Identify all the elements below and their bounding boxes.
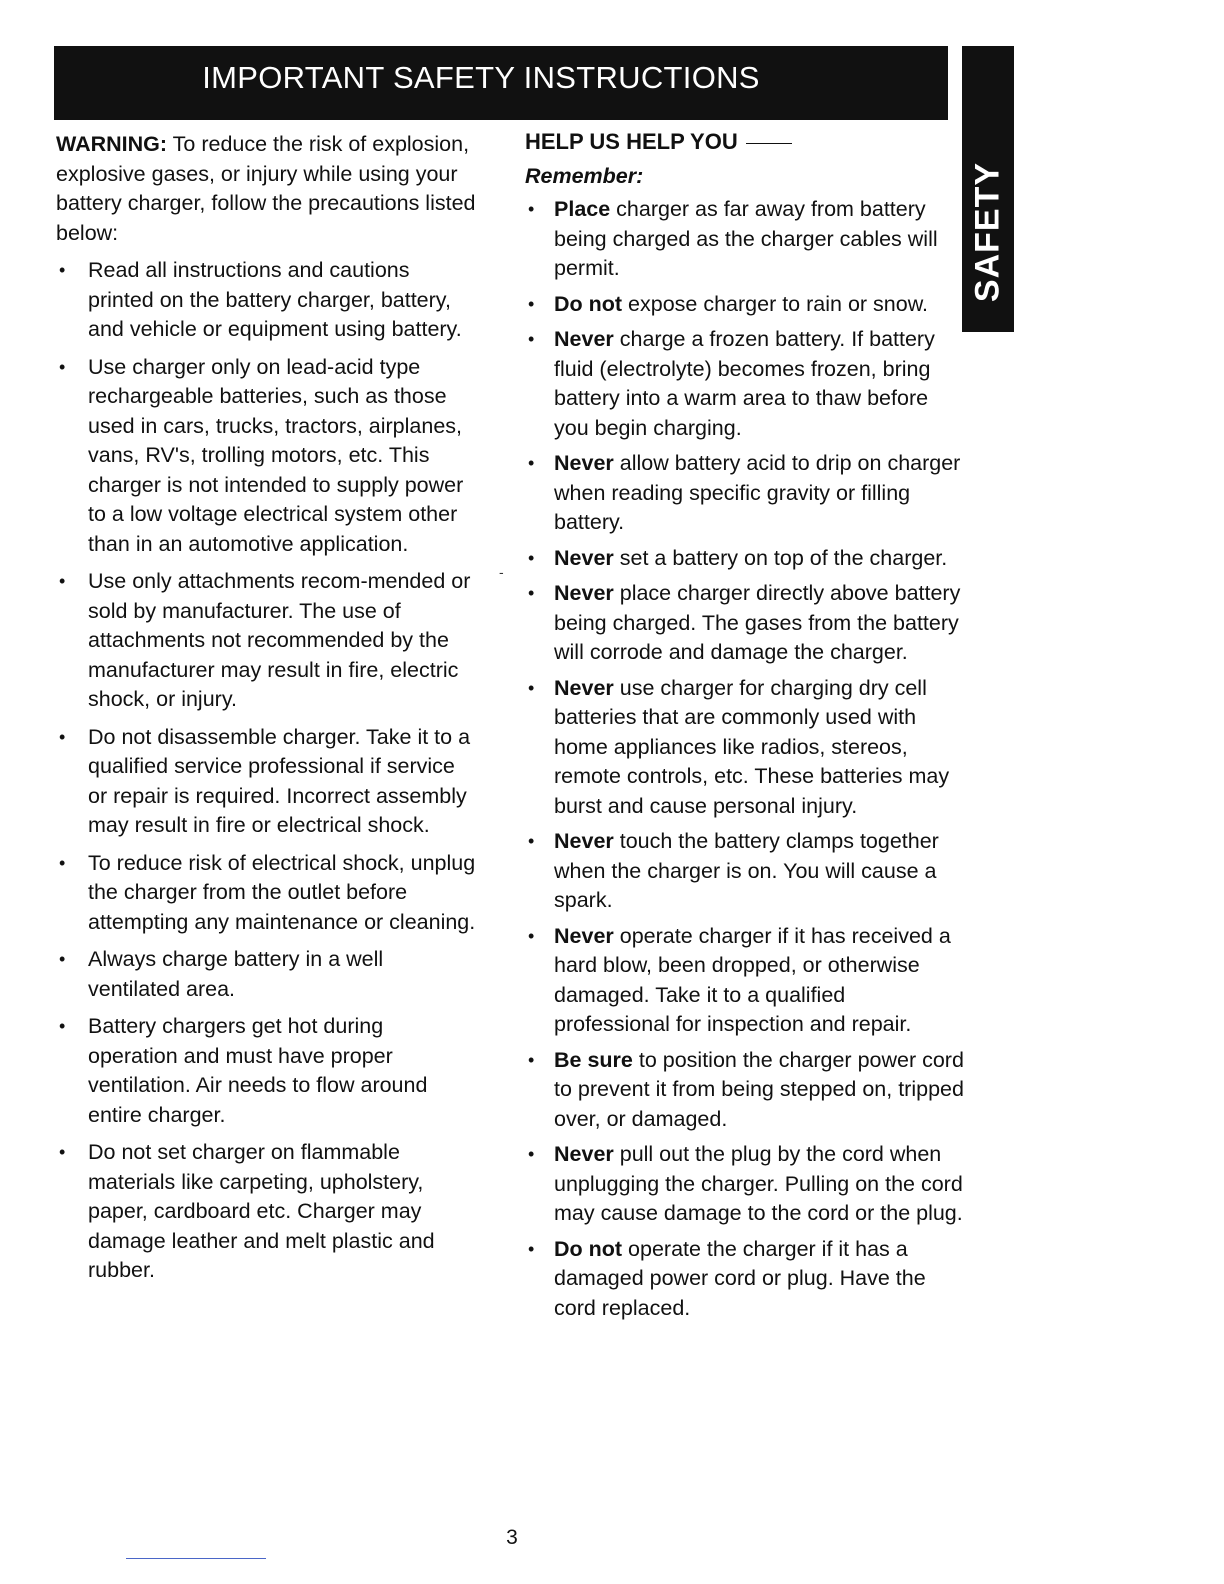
left-bullet-list	[56, 256, 476, 1286]
page-title: IMPORTANT SAFETY INSTRUCTIONS	[202, 60, 760, 95]
bullet-icon: •	[59, 949, 66, 969]
bullet-icon: •	[59, 571, 66, 591]
list-item: • Always charge battery in a well ventilated area.	[59, 947, 384, 1001]
bullet-icon: •	[528, 1144, 535, 1164]
header-bar	[54, 46, 948, 120]
bullet-icon: •	[528, 831, 535, 851]
bullet-icon: •	[528, 453, 535, 473]
list-item: • Do not set charger on flammable materials like carpeting, upholstery, paper, cardboard etc. Charger may damage leather and melt plastic and rubber.	[59, 1140, 435, 1282]
list-item: • Never allow battery acid to drip on charger when reading specific gravity or filling battery.	[528, 451, 961, 534]
heading-rule	[746, 143, 792, 144]
bullet-icon: •	[528, 677, 535, 698]
bullet-icon: •	[528, 583, 535, 603]
warning-label: WARNING:	[56, 132, 168, 156]
help-heading: HELP US HELP YOU	[525, 126, 965, 158]
section-tab-label: SAFETY	[968, 161, 1007, 303]
list-item: • Never place charger directly above battery being charged. The gases from the battery will corrode and damage the charger.	[528, 581, 961, 664]
bullet-icon: •	[59, 852, 66, 873]
list-item: • Do not disassemble charger. Take it to a qualified service professional if service or repair is required. Incorrect assembly may result in fire or electrical shock.	[59, 724, 471, 837]
bullet-icon: •	[528, 925, 535, 946]
page-number: 3	[506, 1526, 518, 1549]
list-item: • Use charger only on lead-acid type rechargeable batteries, such as those used in cars, trucks, tractors, airplanes, vans, RV's, trolling motors, etc. This charger is not intended to supply power to a low voltage electrical system other than in an automotive application.	[59, 354, 464, 556]
list-item: • Do not operate the charger if it has a damaged power cord or plug. Have the cord replaced.	[528, 1236, 926, 1320]
list-item: • Use only attachments recom-mended or sold by manufacturer. The use of attachments not recommended by the manufacturer may result in fire, electric shock, or injury.	[59, 569, 471, 711]
list-item: • Never use charger for charging dry cell batteries that are commonly used with home appliances like radios, stereos, remote controls, etc. These batteries may burst and cause personal injury.	[528, 675, 950, 818]
list-item: • Never touch the battery clamps together when the charger is on. You will cause a spark.	[528, 829, 939, 912]
list-item: • Never set a battery on top of the charger.	[525, 544, 965, 574]
list-item: • Place charger as far away from battery being charged as the charger cables will permit.	[528, 197, 938, 280]
warning-text: To reduce the risk of explosion, explosive gases, or injury while using your battery charger, follow the precautions listed below:	[56, 132, 476, 245]
bullet-icon: •	[528, 1049, 535, 1070]
bullet-icon: •	[528, 329, 535, 349]
stray-mark: -	[499, 564, 504, 580]
bullet-icon: •	[59, 1142, 66, 1162]
bullet-icon: •	[59, 1016, 66, 1036]
bullet-icon: •	[59, 356, 66, 377]
bullet-icon: •	[528, 199, 535, 219]
bullet-icon: •	[59, 726, 66, 747]
list-item: • Be sure to position the charger power cord to prevent it from being stepped on, tripped over, or damaged.	[528, 1047, 964, 1131]
list-item: • Never operate charger if it has received a hard blow, been dropped, or otherwise damaged. Take it to a qualified professional for inspection and repair.	[528, 923, 951, 1036]
right-column	[525, 126, 965, 1329]
bullet-icon: •	[528, 293, 535, 314]
warning-paragraph	[56, 130, 476, 248]
list-item: • To reduce risk of electrical shock, unplug the charger from the outlet before attempting any maintenance or cleaning.	[59, 850, 476, 934]
bullet-icon: •	[528, 1238, 535, 1259]
remember-label: Remember:	[525, 164, 644, 188]
bullet-icon: •	[59, 260, 66, 280]
list-item: • Do not expose charger to rain or snow.	[525, 290, 965, 320]
list-item: • Read all instructions and cautions printed on the battery charger, battery, and vehicle or equipment using battery.	[59, 258, 462, 341]
list-item: • Battery chargers get hot during operation and must have proper ventilation. Air needs to flow around entire charger.	[59, 1014, 428, 1127]
list-item: • Never pull out the plug by the cord when unplugging the charger. Pulling on the cord may cause damage to the cord or the plug.	[528, 1142, 963, 1225]
bullet-icon: •	[528, 547, 535, 568]
left-column	[56, 130, 476, 1294]
footer-rule	[126, 1558, 266, 1559]
list-item: • Never charge a frozen battery. If battery fluid (electrolyte) becomes frozen, bring battery into a warm area to thaw before you begin charging.	[528, 327, 935, 440]
right-bullet-list	[525, 195, 965, 1323]
section-tab	[962, 46, 1014, 332]
